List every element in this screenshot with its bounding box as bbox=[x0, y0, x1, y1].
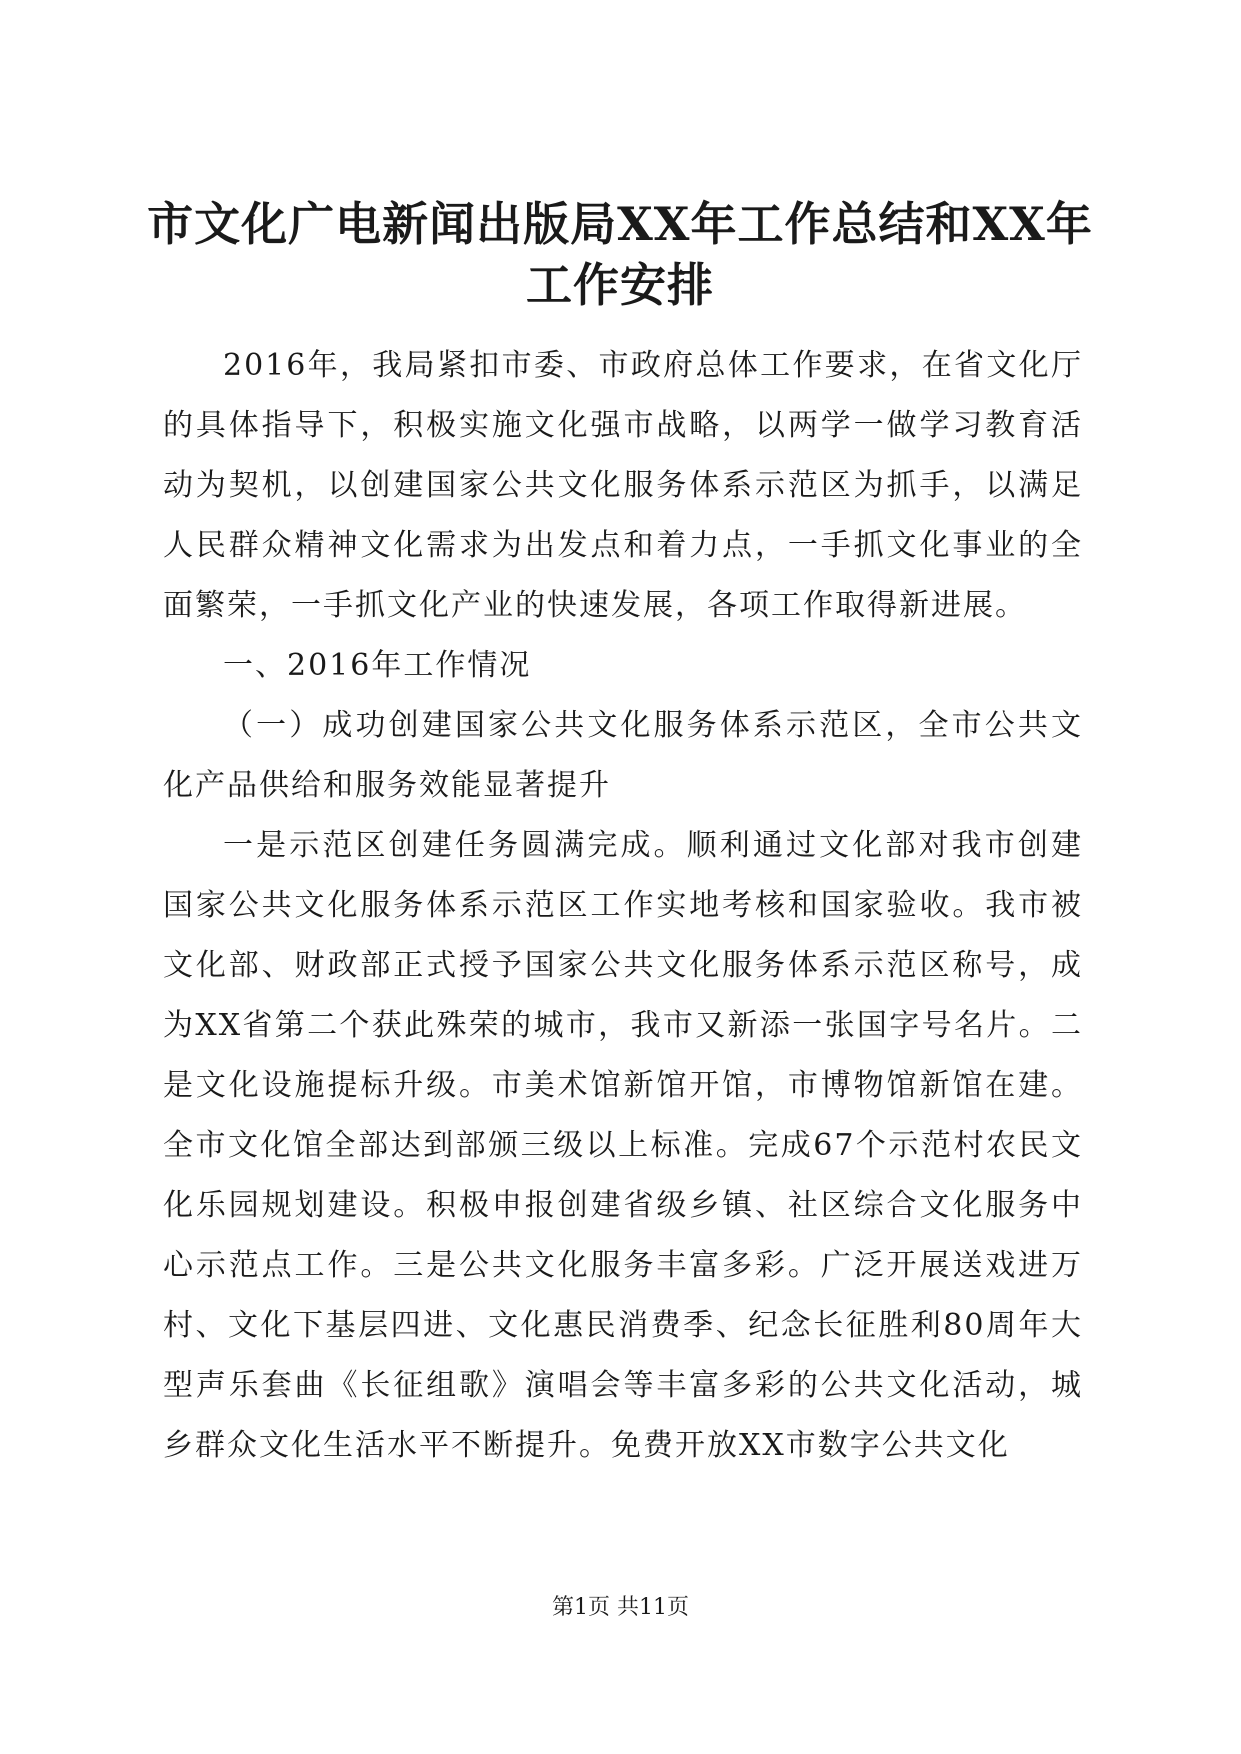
section-heading: 一、2016年工作情况 bbox=[223, 648, 532, 683]
page-footer: 第1页 共11页 bbox=[552, 1595, 689, 1620]
subsection-heading: （一）成功创建国家公共文化服务体系示范区，全市公共文化产品供给和服务效能显著提升 bbox=[163, 708, 1083, 803]
body-paragraph: 一是示范区创建任务圆满完成。顺利通过文化部对我市创建国家公共文化服务体系示范区工作实地考核和国家验收。我市被文化部、财政部正式授予国家公共文化服务体系示范区称号，成为XX省第二个获此殊荣的城市，我市又新添一张国字号名片。二是文化设施提标升级。市美术馆新馆开馆，市博物馆新馆在建。全市文化馆全部达到部颁三级以上标准。完成67个示范村农民文化乐园规划建设。积极申报创建省级乡镇、社区综合文化服务中心示范点工作。三是公共文化服务丰富多彩。广泛开展送戏进万村、文化下基层四进、文化惠民消费季、纪念长征胜利80周年大型声乐套曲《长征组歌》演唱会等丰富多彩的公共文化活动，城乡群众文化生活水平不断提升。免费开放XX市数字公共文化 bbox=[163, 828, 1083, 1463]
document-title-line-2: 工作安排 bbox=[526, 258, 714, 312]
document-title-line-1: 市文化广电新闻出版局XX年工作总结和XX年 bbox=[147, 197, 1093, 251]
intro-paragraph: 2016年，我局紧扣市委、市政府总体工作要求，在省文化厅的具体指导下，积极实施文化强市战略，以两学一做学习教育活动为契机，以创建国家公共文化服务体系示范区为抓手，以满足人民群众精神文化需求为出发点和着力点，一手抓文化事业的全面繁荣，一手抓文化产业的快速发展，各项工作取得新进展。 bbox=[163, 348, 1083, 623]
document-body bbox=[163, 336, 1083, 1476]
